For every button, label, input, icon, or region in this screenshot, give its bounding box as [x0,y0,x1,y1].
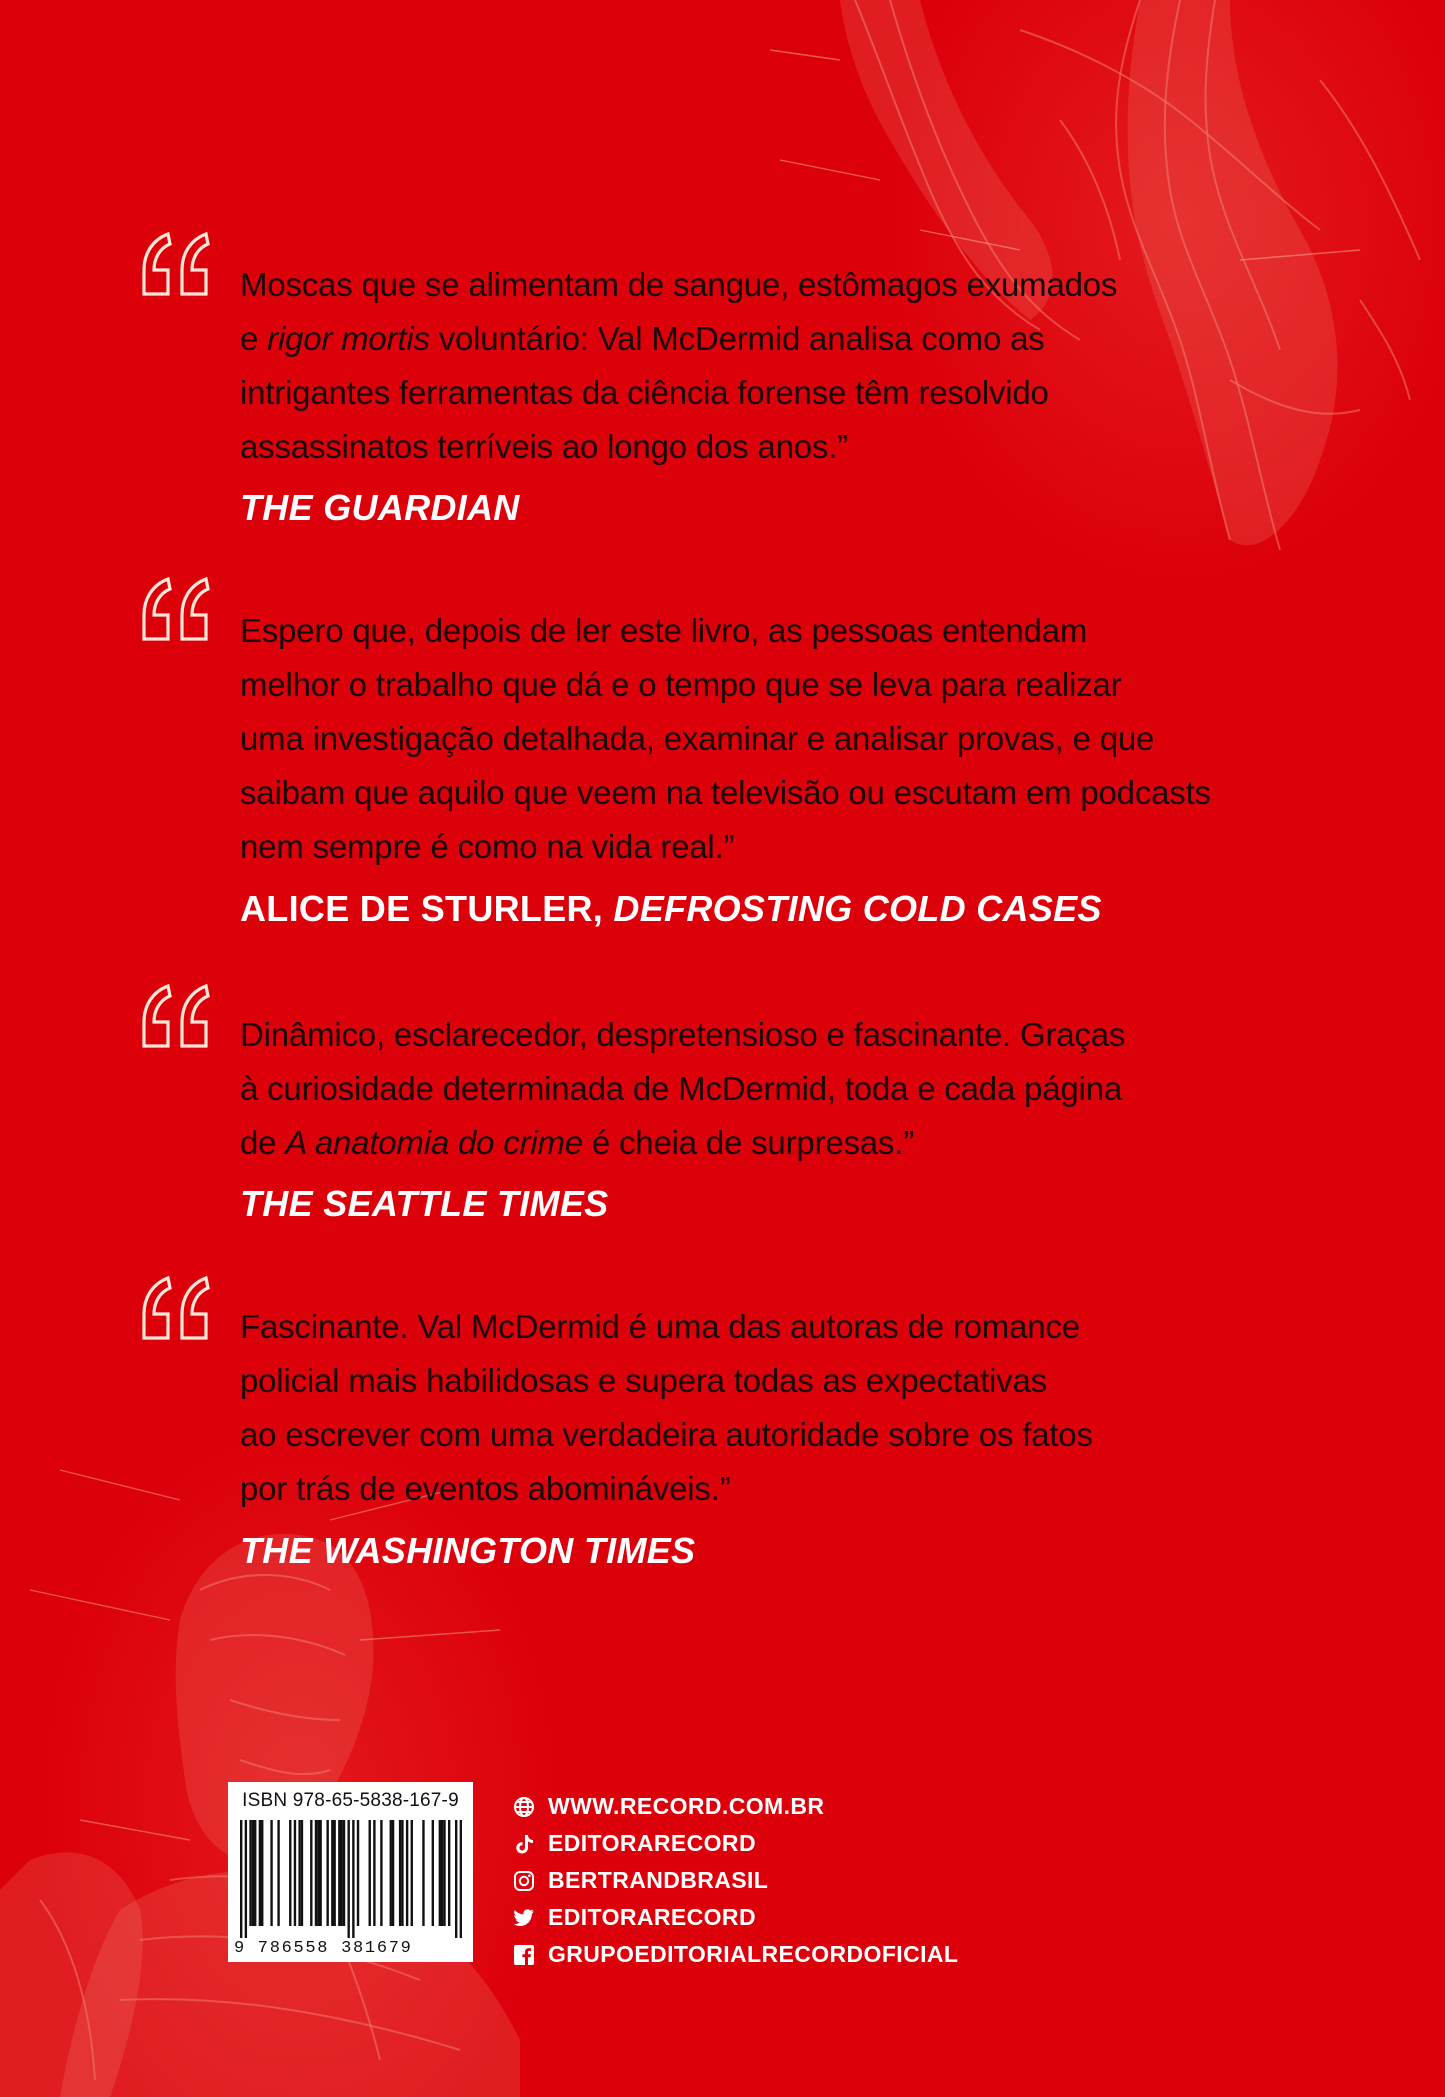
barcode-bar [369,1820,371,1926]
barcode-bar [259,1820,261,1926]
barcode-bar [310,1820,312,1926]
social-label: WWW.RECORD.COM.BR [548,1793,825,1819]
social-label: BERTRANDBRASIL [548,1867,769,1893]
quote-source: THE SEATTLE TIMES [240,1183,609,1224]
quote-source: THE WASHINGTON TIMES [240,1530,696,1571]
social-item-facebook[interactable] [512,1936,958,1973]
barcode-bar [439,1820,441,1926]
barcode-bar [240,1820,242,1938]
social-item-twitter[interactable] [512,1899,958,1936]
quote-source: ALICE DE STURLER, DEFROSTING COLD CASES [240,888,1102,929]
social-label: GRUPOEDITORIALRECORDOFICIAL [548,1941,959,1967]
barcode-bar [252,1820,254,1926]
barcode-bar [338,1820,340,1926]
barcode-bar [301,1820,303,1926]
barcode-bar [277,1820,279,1926]
barcode-bar [455,1820,457,1938]
barcode-bar [289,1820,291,1926]
barcode-bar [357,1820,359,1926]
barcode-bar [432,1820,434,1926]
barcode-bar [441,1820,443,1926]
barcode-bar [390,1820,392,1926]
isbn-barcode [228,1782,473,1962]
instagram-icon [512,1869,536,1893]
barcode-bar [392,1820,394,1926]
tiktok-icon [512,1832,536,1856]
social-label: EDITORARECORD [548,1904,756,1930]
quote-text: Dinâmico, esclarecedor, despretensioso e fascinante. Graças à curiosidade determinada de McDermid, toda e cada página de A anatomia do crime é cheia de surpresas.” [240,1016,1126,1161]
barcode-bar [270,1820,272,1926]
barcode-bar [422,1820,424,1926]
social-label: EDITORARECORD [548,1830,756,1856]
barcode-bar [254,1820,256,1926]
barcode-bar [411,1820,413,1926]
social-links [512,1788,958,1973]
barcode-bar [333,1820,335,1926]
barcode-bar [245,1820,247,1938]
barcode-bar [315,1820,317,1926]
social-item-instagram[interactable] [512,1862,958,1899]
barcode-bar [460,1820,462,1938]
quote-text: Moscas que se alimentam de sangue, estômagos exumados e rigor mortis voluntário: Val McDermid analisa como as intrigantes ferramentas da ciência forense têm resolvido assassinatos terríveis ao longo dos anos.” [240,266,1118,465]
barcode-bar [347,1820,349,1938]
quote-mark-icon [138,1272,212,1344]
quote-source: THE GUARDIAN [240,487,520,528]
barcode-bar [249,1820,251,1926]
barcode-bar [352,1820,354,1938]
quote-text: Espero que, depois de ler este livro, as pessoas entendam melhor o trabalho que dá e o tempo que se leva para realizar uma investigação detalhada, examinar e analisar provas, e que saibam que aquilo que veem na televisão ou escutam em podcasts nem sempre é como na vida real.” [240,612,1211,865]
barcode-bar [298,1820,300,1926]
barcode-bar [294,1820,296,1926]
quote-mark-icon [138,980,212,1052]
barcode-bar [317,1820,319,1926]
barcode-bar [399,1820,401,1926]
globe-icon [512,1795,536,1819]
barcode-bar [326,1820,328,1926]
barcode-bar [261,1820,263,1926]
quote-mark-icon [138,228,212,300]
isbn-label: ISBN 978-65-5838-167-9 [242,1790,459,1811]
barcode-bar [401,1820,403,1926]
facebook-icon [512,1943,536,1967]
social-item-tiktok[interactable] [512,1825,958,1862]
barcode-bar [380,1820,382,1926]
barcode-bar [340,1820,342,1926]
barcode-bar [319,1820,321,1926]
barcode-bar [373,1820,375,1926]
social-item-website[interactable] [512,1788,958,1825]
barcode-digits: 9 786558 381679 [234,1939,413,1958]
twitter-icon [512,1906,536,1930]
quote-mark-icon [138,573,212,645]
barcode-bar [331,1820,333,1926]
barcode-bar [443,1820,445,1926]
barcode-bar [343,1820,345,1926]
quote-text: Fascinante. Val McDermid é uma das autoras de romance policial mais habilidosas e supera todas as expectativas ao escrever com uma verdadeira autoridade sobre os fatos por trás de eventos abomináveis.” [240,1308,1093,1507]
barcode-bar [448,1820,450,1926]
barcode-bar [406,1820,408,1926]
barcode-bars [240,1820,462,1938]
